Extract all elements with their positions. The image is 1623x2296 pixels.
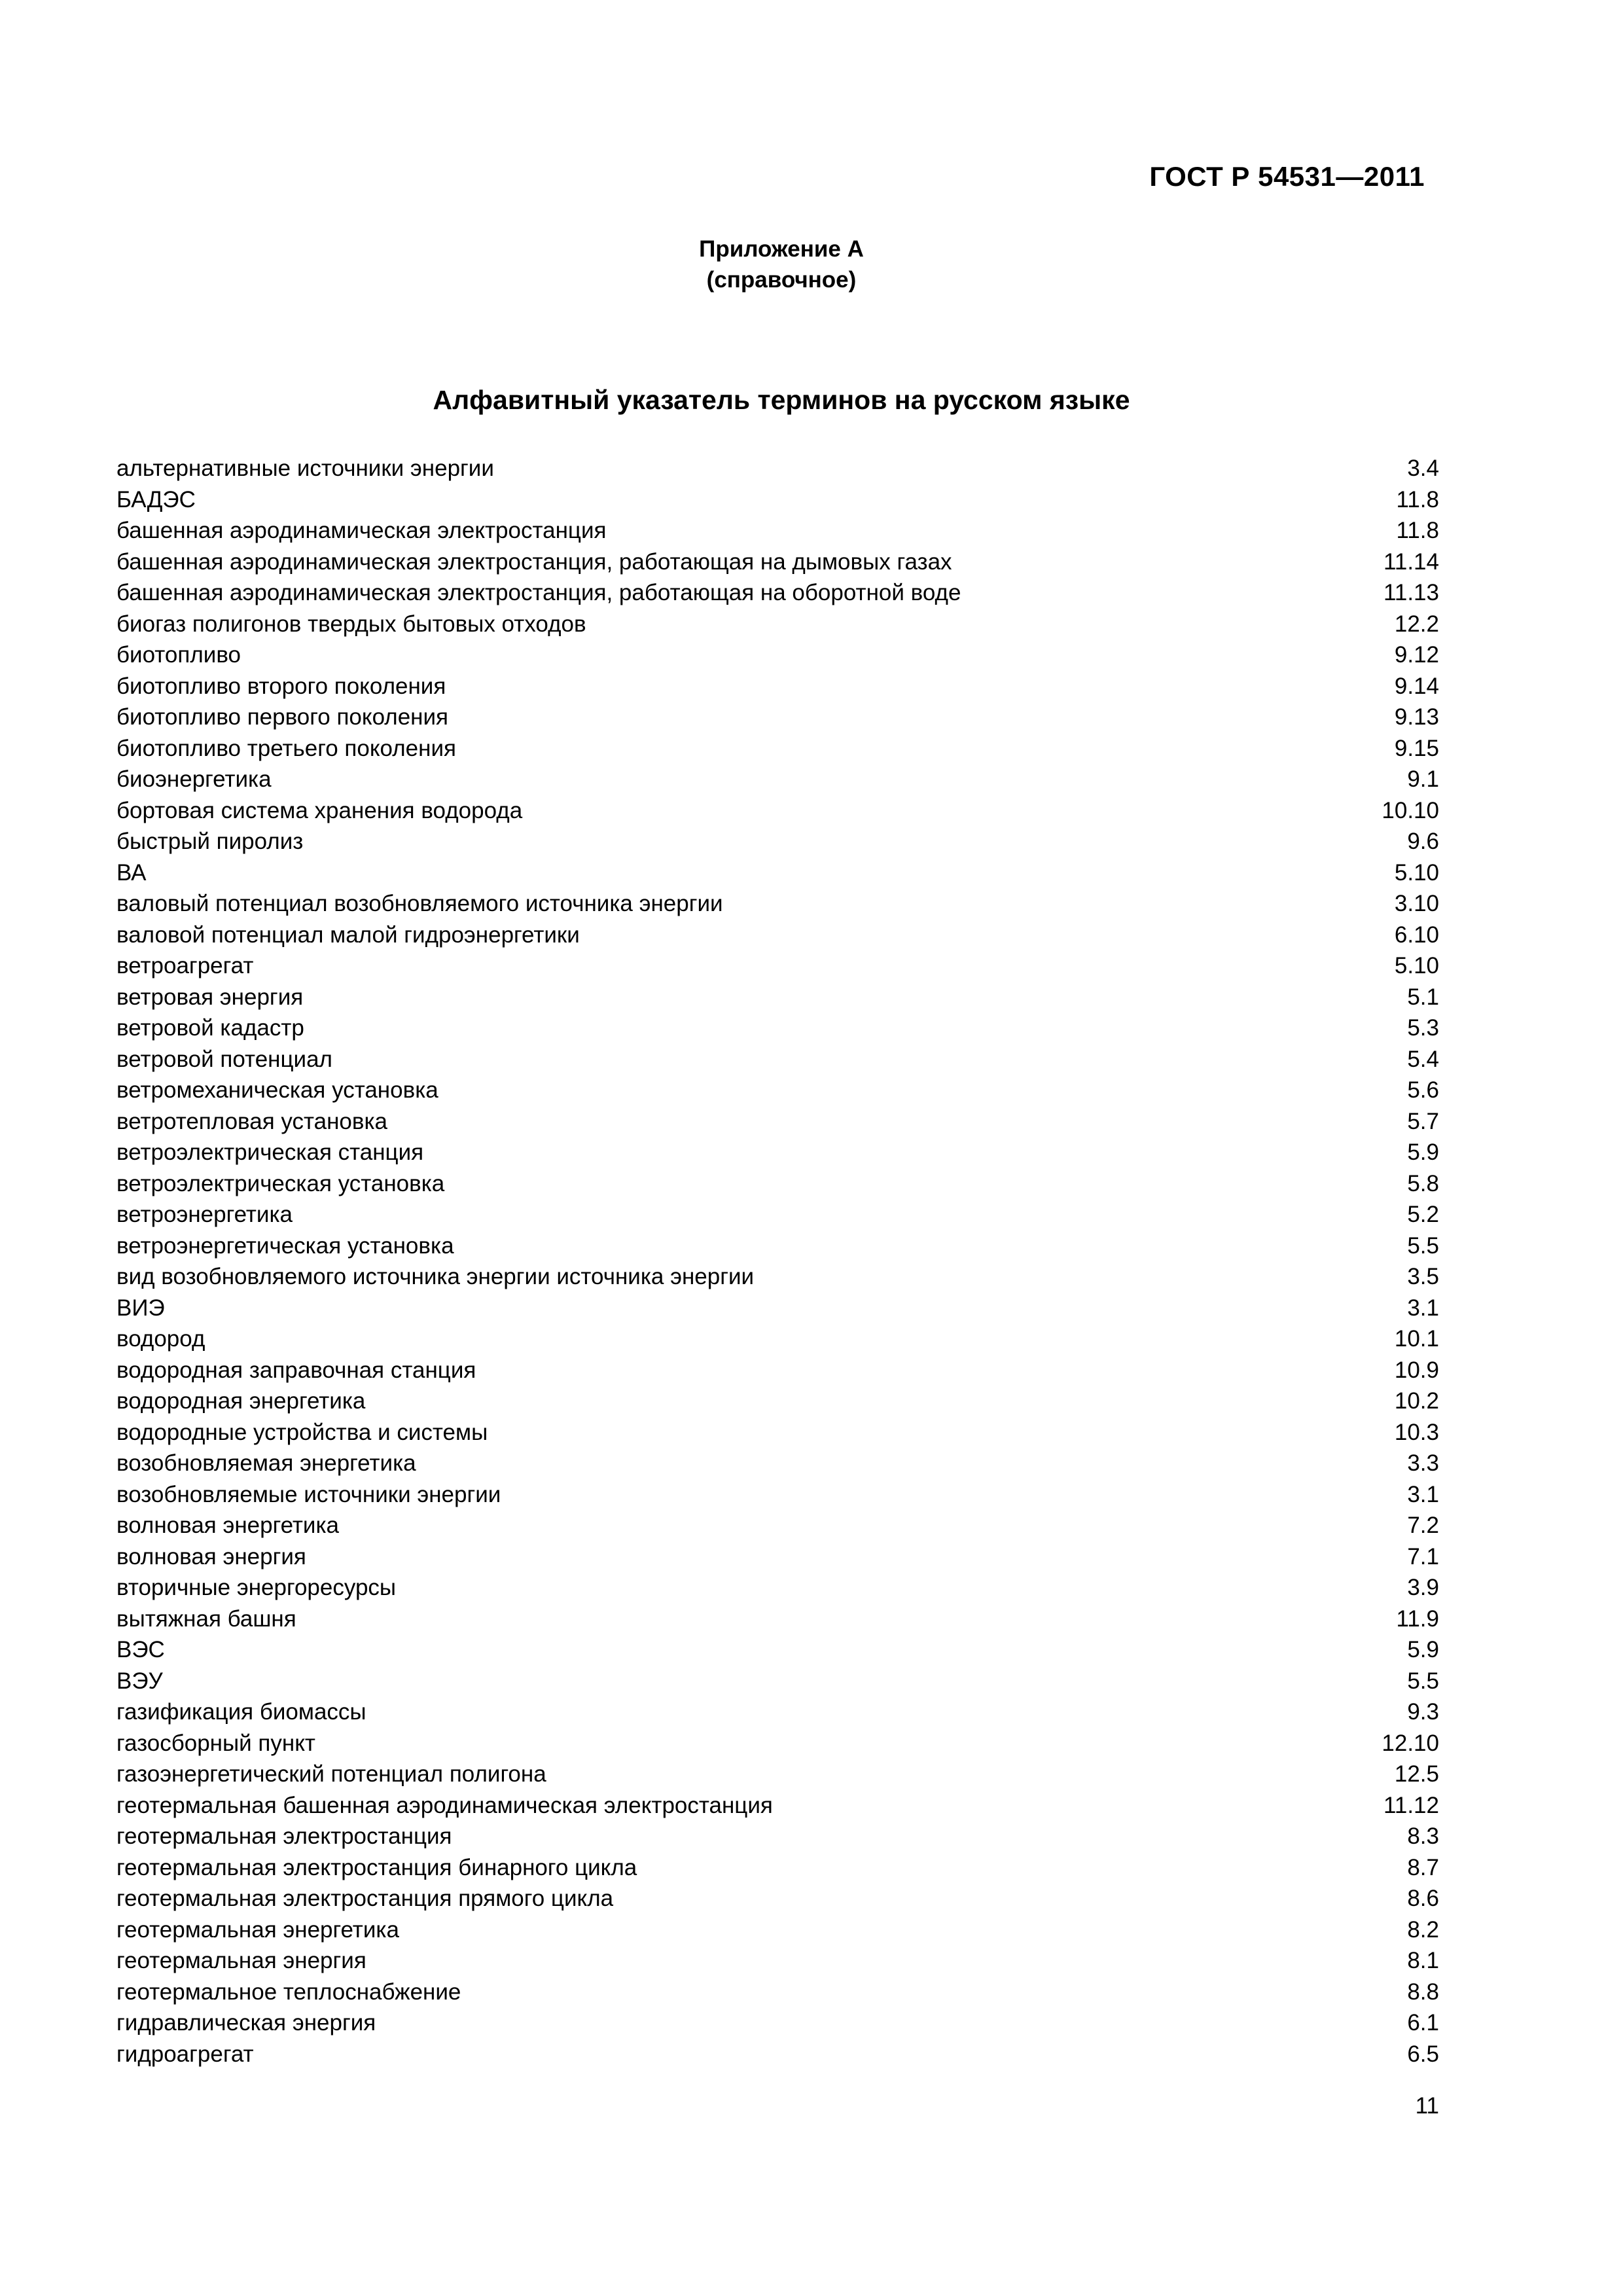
entry-term: геотермальная энергия	[116, 1948, 366, 1973]
entry-reference: 8.2	[1407, 1916, 1439, 1943]
index-entry	[116, 826, 1439, 857]
appendix-note: (справочное)	[706, 267, 857, 293]
entry-reference: 9.1	[1407, 766, 1439, 792]
document-code: ГОСТ Р 54531—2011	[1149, 161, 1425, 192]
entry-reference: 11.9	[1396, 1605, 1439, 1632]
index-entry	[116, 1044, 1439, 1075]
entry-reference: 5.7	[1407, 1108, 1439, 1134]
entry-term: газоэнергетический потенциал полигона	[116, 1761, 546, 1787]
entry-term: ветроэлектрическая станция	[116, 1139, 424, 1165]
index-entry	[116, 702, 1439, 733]
entry-term: биотопливо второго поколения	[116, 673, 446, 699]
entry-reference: 7.2	[1407, 1513, 1439, 1538]
entry-reference: 3.10	[1394, 891, 1439, 916]
index-entry	[116, 577, 1439, 609]
entry-reference: 5.5	[1407, 1668, 1439, 1694]
index-entry	[116, 2007, 1439, 2039]
entry-term: ВА	[116, 859, 147, 886]
entry-term: ВЭУ	[116, 1668, 163, 1694]
entry-reference: 6.1	[1407, 2010, 1439, 2036]
entry-term: башенная аэродинамическая электростанция, работающая на оборотной воде	[116, 580, 961, 605]
index-entry	[116, 1261, 1439, 1293]
entry-reference: 3.1	[1407, 1295, 1439, 1321]
index-entry	[116, 764, 1439, 795]
index-entry	[116, 609, 1439, 640]
index-entry	[116, 671, 1439, 702]
entry-term: валовой потенциал малой гидроэнергетики	[116, 922, 580, 948]
index-entry	[116, 1883, 1439, 1914]
index-entry	[116, 888, 1439, 920]
index-entry	[116, 1386, 1439, 1417]
index-entry	[116, 1634, 1439, 1666]
entry-term: волновая энергетика	[116, 1513, 340, 1538]
entry-reference: 5.3	[1407, 1015, 1439, 1041]
entry-reference: 5.9	[1407, 1139, 1439, 1165]
entry-term: возобновляемая энергетика	[116, 1450, 416, 1476]
entry-term: водородные устройства и системы	[116, 1419, 488, 1445]
entry-term: геотермальная энергетика	[116, 1916, 399, 1943]
index-entry	[116, 547, 1439, 578]
index-entry	[116, 950, 1439, 982]
entry-reference: 6.5	[1407, 2041, 1439, 2067]
appendix-heading	[0, 234, 1563, 295]
index-entry	[116, 1541, 1439, 1573]
entry-term: ВИЭ	[116, 1295, 165, 1321]
entry-reference: 6.10	[1394, 922, 1439, 948]
index-entry	[116, 1323, 1439, 1355]
entry-term: геотермальная электростанция прямого цикла	[116, 1886, 614, 1911]
index-entry	[116, 1448, 1439, 1479]
index-entry	[116, 1137, 1439, 1168]
entry-reference: 10.1	[1394, 1326, 1439, 1352]
entry-reference: 9.6	[1407, 829, 1439, 854]
entry-term: ветротепловая установка	[116, 1108, 388, 1134]
entry-reference: 5.10	[1394, 859, 1439, 886]
entry-reference: 8.7	[1407, 1854, 1439, 1880]
entry-reference: 9.12	[1394, 642, 1439, 668]
index-entry	[116, 1479, 1439, 1511]
entry-reference: 10.9	[1394, 1357, 1439, 1383]
entry-reference: 9.15	[1394, 735, 1439, 761]
entry-reference: 9.3	[1407, 1699, 1439, 1725]
index-entry	[116, 857, 1439, 889]
index-entry	[116, 1230, 1439, 1262]
entry-reference: 10.10	[1382, 797, 1439, 823]
index-entry	[116, 920, 1439, 951]
index-entry	[116, 1417, 1439, 1448]
index-entry	[116, 639, 1439, 671]
entry-reference: 8.8	[1407, 1979, 1439, 2005]
index-entry	[116, 1355, 1439, 1386]
entry-term: биотопливо первого поколения	[116, 704, 448, 730]
entry-reference: 8.3	[1407, 1823, 1439, 1849]
entry-term: биотопливо	[116, 642, 241, 668]
entry-term: ветроэнергетическая установка	[116, 1232, 454, 1259]
index-entry	[116, 1075, 1439, 1106]
index-entry	[116, 1945, 1439, 1977]
index-entry	[116, 1604, 1439, 1635]
entry-reference: 8.1	[1407, 1948, 1439, 1973]
entry-term: ветровой потенциал	[116, 1046, 332, 1072]
entry-term: быстрый пиролиз	[116, 829, 304, 854]
entry-reference: 3.3	[1407, 1450, 1439, 1476]
index-title: Алфавитный указатель терминов на русском языке	[433, 385, 1130, 415]
entry-reference: 9.13	[1394, 704, 1439, 730]
index-entry	[116, 1666, 1439, 1697]
entry-reference: 5.10	[1394, 953, 1439, 978]
entry-reference: 12.2	[1394, 611, 1439, 637]
entry-term: газосборный пункт	[116, 1730, 315, 1756]
index-entry	[116, 1013, 1439, 1044]
entry-term: гидравлическая энергия	[116, 2010, 376, 2036]
index-entry	[116, 1790, 1439, 1821]
entry-term: биотопливо третьего поколения	[116, 735, 456, 761]
entry-reference: 11.14	[1383, 548, 1439, 575]
appendix-title: Приложение А	[699, 236, 864, 262]
entry-reference: 5.1	[1407, 984, 1439, 1010]
entry-term: БАДЭС	[116, 486, 196, 512]
entry-reference: 8.6	[1407, 1886, 1439, 1911]
entry-term: башенная аэродинамическая электростанция	[116, 518, 607, 543]
entry-reference: 11.13	[1383, 580, 1439, 605]
entry-reference: 12.5	[1394, 1761, 1439, 1787]
entry-reference: 12.10	[1382, 1730, 1439, 1756]
entry-term: бортовая система хранения водорода	[116, 797, 523, 823]
index-entry	[116, 1821, 1439, 1852]
index-entry	[116, 1728, 1439, 1759]
entry-reference: 7.1	[1407, 1543, 1439, 1570]
entry-reference: 5.8	[1407, 1170, 1439, 1196]
entry-reference: 5.4	[1407, 1046, 1439, 1072]
entry-term: биогаз полигонов твердых бытовых отходов	[116, 611, 586, 637]
entry-reference: 5.2	[1407, 1202, 1439, 1227]
index-entry	[116, 2039, 1439, 2070]
term-index-list	[116, 453, 1439, 2070]
entry-term: геотермальное теплоснабжение	[116, 1979, 461, 2005]
entry-reference: 3.9	[1407, 1575, 1439, 1600]
entry-term: биоэнергетика	[116, 766, 272, 792]
entry-reference: 9.14	[1394, 673, 1439, 699]
entry-reference: 10.3	[1394, 1419, 1439, 1445]
index-entry	[116, 515, 1439, 547]
entry-term: ВЭС	[116, 1637, 165, 1662]
index-entry	[116, 1199, 1439, 1230]
index-entry	[116, 733, 1439, 764]
entry-term: водород	[116, 1326, 205, 1352]
entry-term: альтернативные источники энергии	[116, 456, 494, 481]
entry-reference: 11.12	[1383, 1792, 1439, 1818]
entry-term: ветроэнергетика	[116, 1202, 293, 1227]
entry-reference: 11.8	[1396, 518, 1439, 543]
entry-term: возобновляемые источники энергии	[116, 1481, 501, 1507]
entry-reference: 5.9	[1407, 1637, 1439, 1662]
index-entry	[116, 1977, 1439, 2008]
entry-term: геотермальная башенная аэродинамическая электростанция	[116, 1792, 773, 1818]
index-entry	[116, 484, 1439, 516]
entry-term: валовый потенциал возобновляемого источника энергии	[116, 891, 723, 916]
entry-term: ветроагрегат	[116, 953, 254, 978]
entry-term: ветровой кадастр	[116, 1015, 304, 1041]
entry-term: водородная энергетика	[116, 1388, 366, 1414]
entry-term: башенная аэродинамическая электростанция, работающая на дымовых газах	[116, 548, 952, 575]
entry-reference: 10.2	[1394, 1388, 1439, 1414]
entry-term: ветромеханическая установка	[116, 1077, 438, 1103]
entry-reference: 3.4	[1407, 456, 1439, 481]
entry-term: газификация биомассы	[116, 1699, 366, 1725]
index-entry	[116, 795, 1439, 827]
index-entry	[116, 982, 1439, 1013]
entry-reference: 11.8	[1396, 486, 1439, 512]
entry-term: геотермальная электростанция бинарного цикла	[116, 1854, 637, 1880]
entry-term: волновая энергия	[116, 1543, 306, 1570]
index-entry	[116, 1293, 1439, 1324]
index-entry	[116, 1510, 1439, 1541]
entry-term: гидроагрегат	[116, 2041, 254, 2067]
entry-term: вытяжная башня	[116, 1605, 296, 1632]
index-entry	[116, 453, 1439, 484]
entry-term: ветровая энергия	[116, 984, 304, 1010]
index-entry	[116, 1696, 1439, 1728]
index-entry	[116, 1168, 1439, 1200]
index-entry	[116, 1852, 1439, 1884]
index-entry	[116, 1759, 1439, 1790]
entry-reference: 3.1	[1407, 1481, 1439, 1507]
entry-term: ветроэлектрическая установка	[116, 1170, 445, 1196]
index-entry	[116, 1914, 1439, 1946]
entry-term: водородная заправочная станция	[116, 1357, 476, 1383]
page-number: 11	[1415, 2093, 1439, 2119]
entry-term: вторичные энергоресурсы	[116, 1575, 397, 1600]
index-entry	[116, 1572, 1439, 1604]
entry-reference: 3.5	[1407, 1264, 1439, 1289]
entry-reference: 5.5	[1407, 1232, 1439, 1259]
index-entry	[116, 1106, 1439, 1138]
entry-term: вид возобновляемого источника энергии источника энергии	[116, 1264, 755, 1289]
entry-term: геотермальная электростанция	[116, 1823, 452, 1849]
entry-reference: 5.6	[1407, 1077, 1439, 1103]
